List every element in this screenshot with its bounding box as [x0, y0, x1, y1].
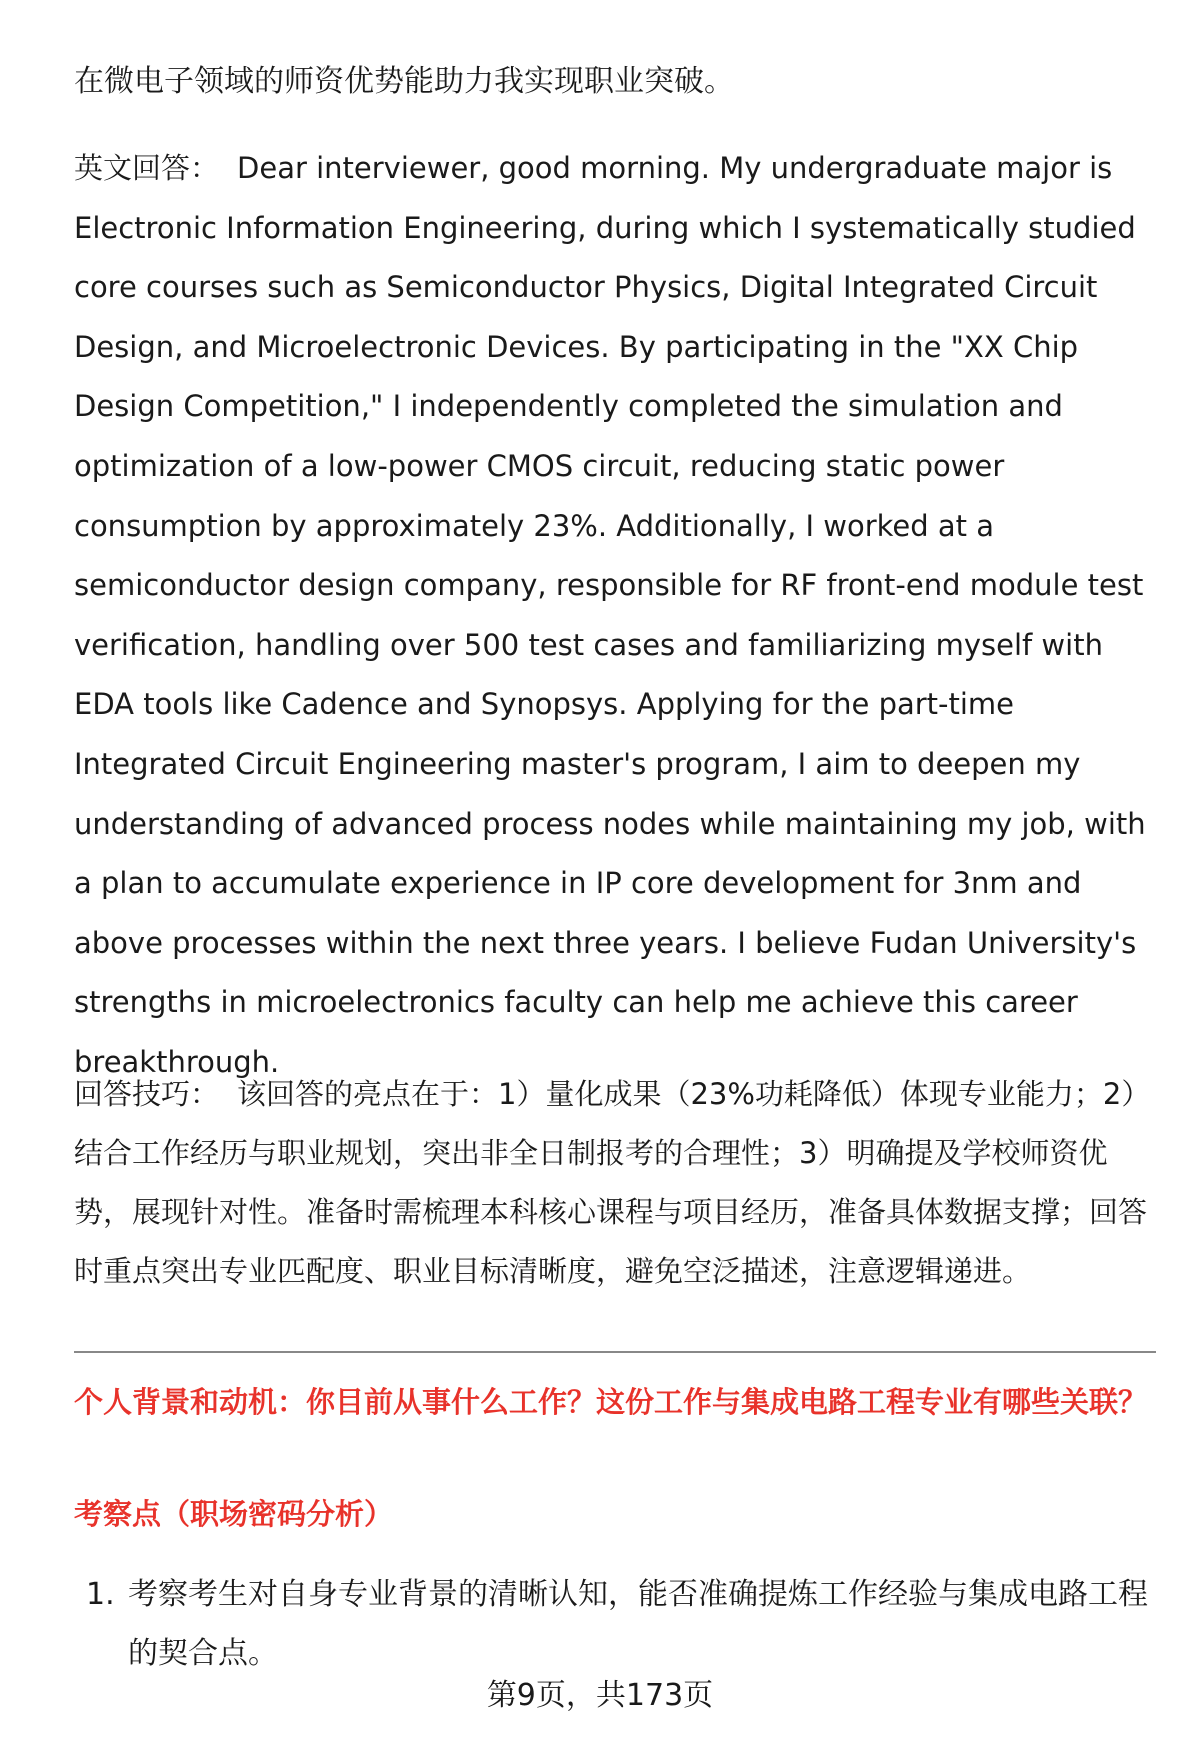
answer-tips-label: 回答技巧：	[74, 1077, 220, 1111]
list-item-text: 考察考生对自身专业背景的清晰认知，能否准确提炼工作经验与集成电路工程的契合点。	[128, 1577, 1148, 1671]
section-divider	[74, 1351, 1156, 1353]
answer-tips-paragraph	[74, 1065, 1160, 1301]
question-title: 个人背景和动机：你目前从事什么工作？这份工作与集成电路工程专业有哪些关联？	[74, 1385, 1148, 1419]
page-footer: 第9页，共173页	[486, 1678, 714, 1713]
intro-line: 在微电子领域的师资优势能助力我实现职业突破。	[74, 64, 734, 99]
list-item-number: 1.	[86, 1577, 115, 1612]
assessment-subheading: 考察点（职场密码分析）	[74, 1497, 394, 1531]
english-answer-label: 英文回答：	[74, 151, 220, 185]
english-answer-paragraph	[74, 139, 1160, 1093]
assessment-points-list	[74, 1565, 1160, 1683]
list-item	[74, 1565, 1160, 1683]
answer-tips-text: 该回答的亮点在于：1）量化成果（23%功耗降低）体现专业能力；2）结合工作经历与职业规划，突出非全日制报考的合理性；3）明确提及学校师资优势，展现针对性。准备时需梳理本科核心课程与项目经历，准备具体数据支撑；回答时重点突出专业匹配度、职业目标清晰度，避免空泛描述，注意逻辑递进。	[74, 1077, 1151, 1288]
english-answer-text: Dear interviewer, good morning. My undergraduate major is Electronic Information Engineering, during which I systematically studied core courses such as Semiconductor Physics, Digital Integrated Circuit Design, and Microelectronic Devices. By participating in the "XX Chip Design Competition," I independently completed the simulation and optimization of a low-power CMOS circuit, reducing static power consumption by approximately 23%. Additionally, I worked at a semiconductor design company, responsible for RF front-end module test verification, handling over 500 test cases and familiarizing myself with EDA tools like Cadence and Synopsys. Applying for the part-time Integrated Circuit Engineering master's program, I aim to deepen my understanding of advanced process nodes while maintaining my job, with a plan to accumulate experience in IP core development for 3nm and above processes within the next three years. I believe Fudan University's strengths in microelectronics faculty can help me achieve this career breakthrough.	[74, 151, 1146, 1079]
